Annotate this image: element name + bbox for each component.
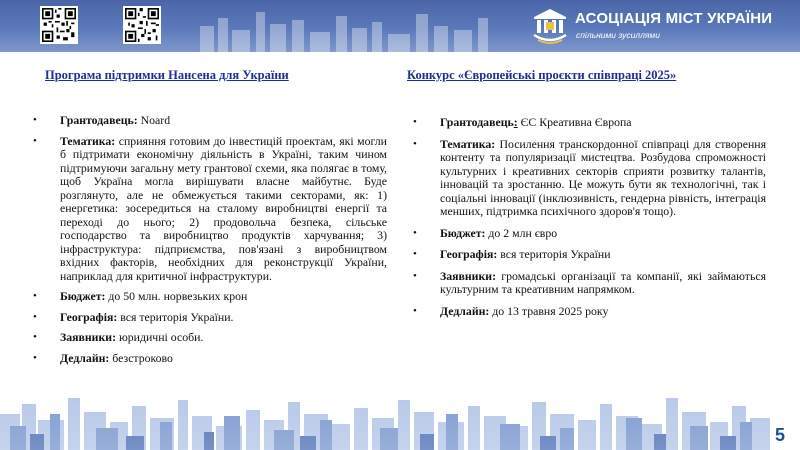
item-text: вся територія України	[497, 247, 611, 261]
item-text: Посилення транскордонної співпраці для створення контенту та популяризації мистецтва. Розбудова спроможності культурних і креативних секторів сприяти розвитку талантів, інновацій та зростанню. Це можуть бути як технологічні, так і соціальні інновації (інклюзивність, гендерна рівність, інтеграція менших, підтримка психічного здоров'я тощо).	[440, 136, 766, 218]
item-label: Географія:	[440, 247, 498, 261]
list-item	[30, 352, 387, 366]
list-item	[30, 114, 387, 128]
bullet-icon: •	[33, 310, 37, 323]
city-skyline-icon	[0, 392, 800, 450]
item-text: сприяння готовим до інвестицій проектам, які могли б підтримати економічну діяльність в Україні, таким чином підтримуючи загальну мету грантової схеми, яка полягає в тому, щоб Україна могла вирішувати власне майбутнє. Буде розглянуто, але не обмежується такими секторами, як: 1) енергетика: зосередиться на сталому виробництві енергії та переході до нього; 2) продовольча безпека, сільське господарство та виробництво продуктів харчування; 3) інфраструктура: підприємства, пов'язані з виробництвом вхідних факторів, необхідних для реконструкції України, наприклад для критичної інфраструктури.	[60, 133, 387, 283]
qr-code-icon[interactable]	[123, 6, 161, 44]
item-text: ЄС Креативна Європа	[517, 115, 632, 129]
list-item	[30, 135, 387, 284]
list-item	[410, 270, 766, 297]
page-number: 5	[775, 425, 786, 445]
item-label: Грантодавець:	[60, 113, 138, 127]
bullet-icon: •	[413, 248, 417, 260]
left-column-title[interactable]: Програма підтримки Нансена для України	[45, 68, 289, 82]
qr-code-icon[interactable]	[40, 6, 78, 44]
list-item	[410, 305, 766, 319]
bullet-icon: •	[413, 304, 417, 317]
list-item	[410, 116, 766, 130]
header-band	[0, 0, 800, 52]
bullet-icon: •	[33, 351, 37, 364]
list-item	[410, 248, 766, 262]
item-label: Географія:	[60, 309, 118, 324]
item-label-text: Грантодавець	[440, 115, 514, 129]
item-text: до 13 травня 2025 року	[489, 303, 609, 318]
item-text: до 50 млн. норвезьких крон	[105, 289, 248, 303]
left-column	[30, 68, 387, 372]
item-label: Заявники:	[60, 330, 116, 344]
item-text: безстроково	[109, 350, 173, 365]
item-text: вся територія України.	[117, 309, 234, 324]
association-logo-icon	[530, 7, 570, 45]
brand-subtitle: спільними зусиллями	[576, 30, 660, 40]
bullet-icon: •	[413, 269, 417, 282]
item-text: до 2 млн євро	[485, 225, 558, 240]
list-item	[30, 290, 387, 304]
list-item	[30, 331, 387, 345]
item-text: Noard	[137, 113, 171, 127]
left-item-list	[30, 114, 387, 365]
bullet-icon: •	[413, 116, 417, 128]
item-label: Бюджет:	[60, 289, 106, 303]
item-text: юридичні особи.	[116, 330, 204, 344]
brand-title: АСОЦІАЦІЯ МІСТ УКРАЇНИ	[575, 10, 773, 27]
item-label: Бюджет:	[440, 225, 486, 240]
right-item-list	[410, 116, 766, 318]
right-column	[407, 68, 766, 326]
bullet-icon: •	[33, 134, 37, 147]
bullet-icon: •	[413, 226, 417, 239]
bullet-icon: •	[33, 114, 37, 126]
list-item	[410, 227, 766, 241]
item-label: Заявники:	[440, 268, 496, 283]
bullet-icon: •	[413, 137, 417, 150]
bullet-icon: •	[33, 331, 37, 343]
list-item	[410, 138, 766, 219]
item-label: Тематика:	[60, 133, 116, 148]
item-label-suffix: :	[513, 115, 518, 129]
list-item	[30, 311, 387, 325]
item-text: громадські організації та компанії, які займаються культурним та креативним напрямком.	[440, 268, 766, 296]
bullet-icon: •	[33, 290, 37, 302]
item-label: Дедлайн:	[440, 303, 490, 318]
item-label	[440, 115, 518, 129]
right-column-title[interactable]: Конкурс «Європейські проєкти співпраці 2025»	[407, 68, 677, 82]
item-label: Тематика:	[440, 136, 496, 151]
item-label: Дедлайн:	[60, 350, 110, 365]
